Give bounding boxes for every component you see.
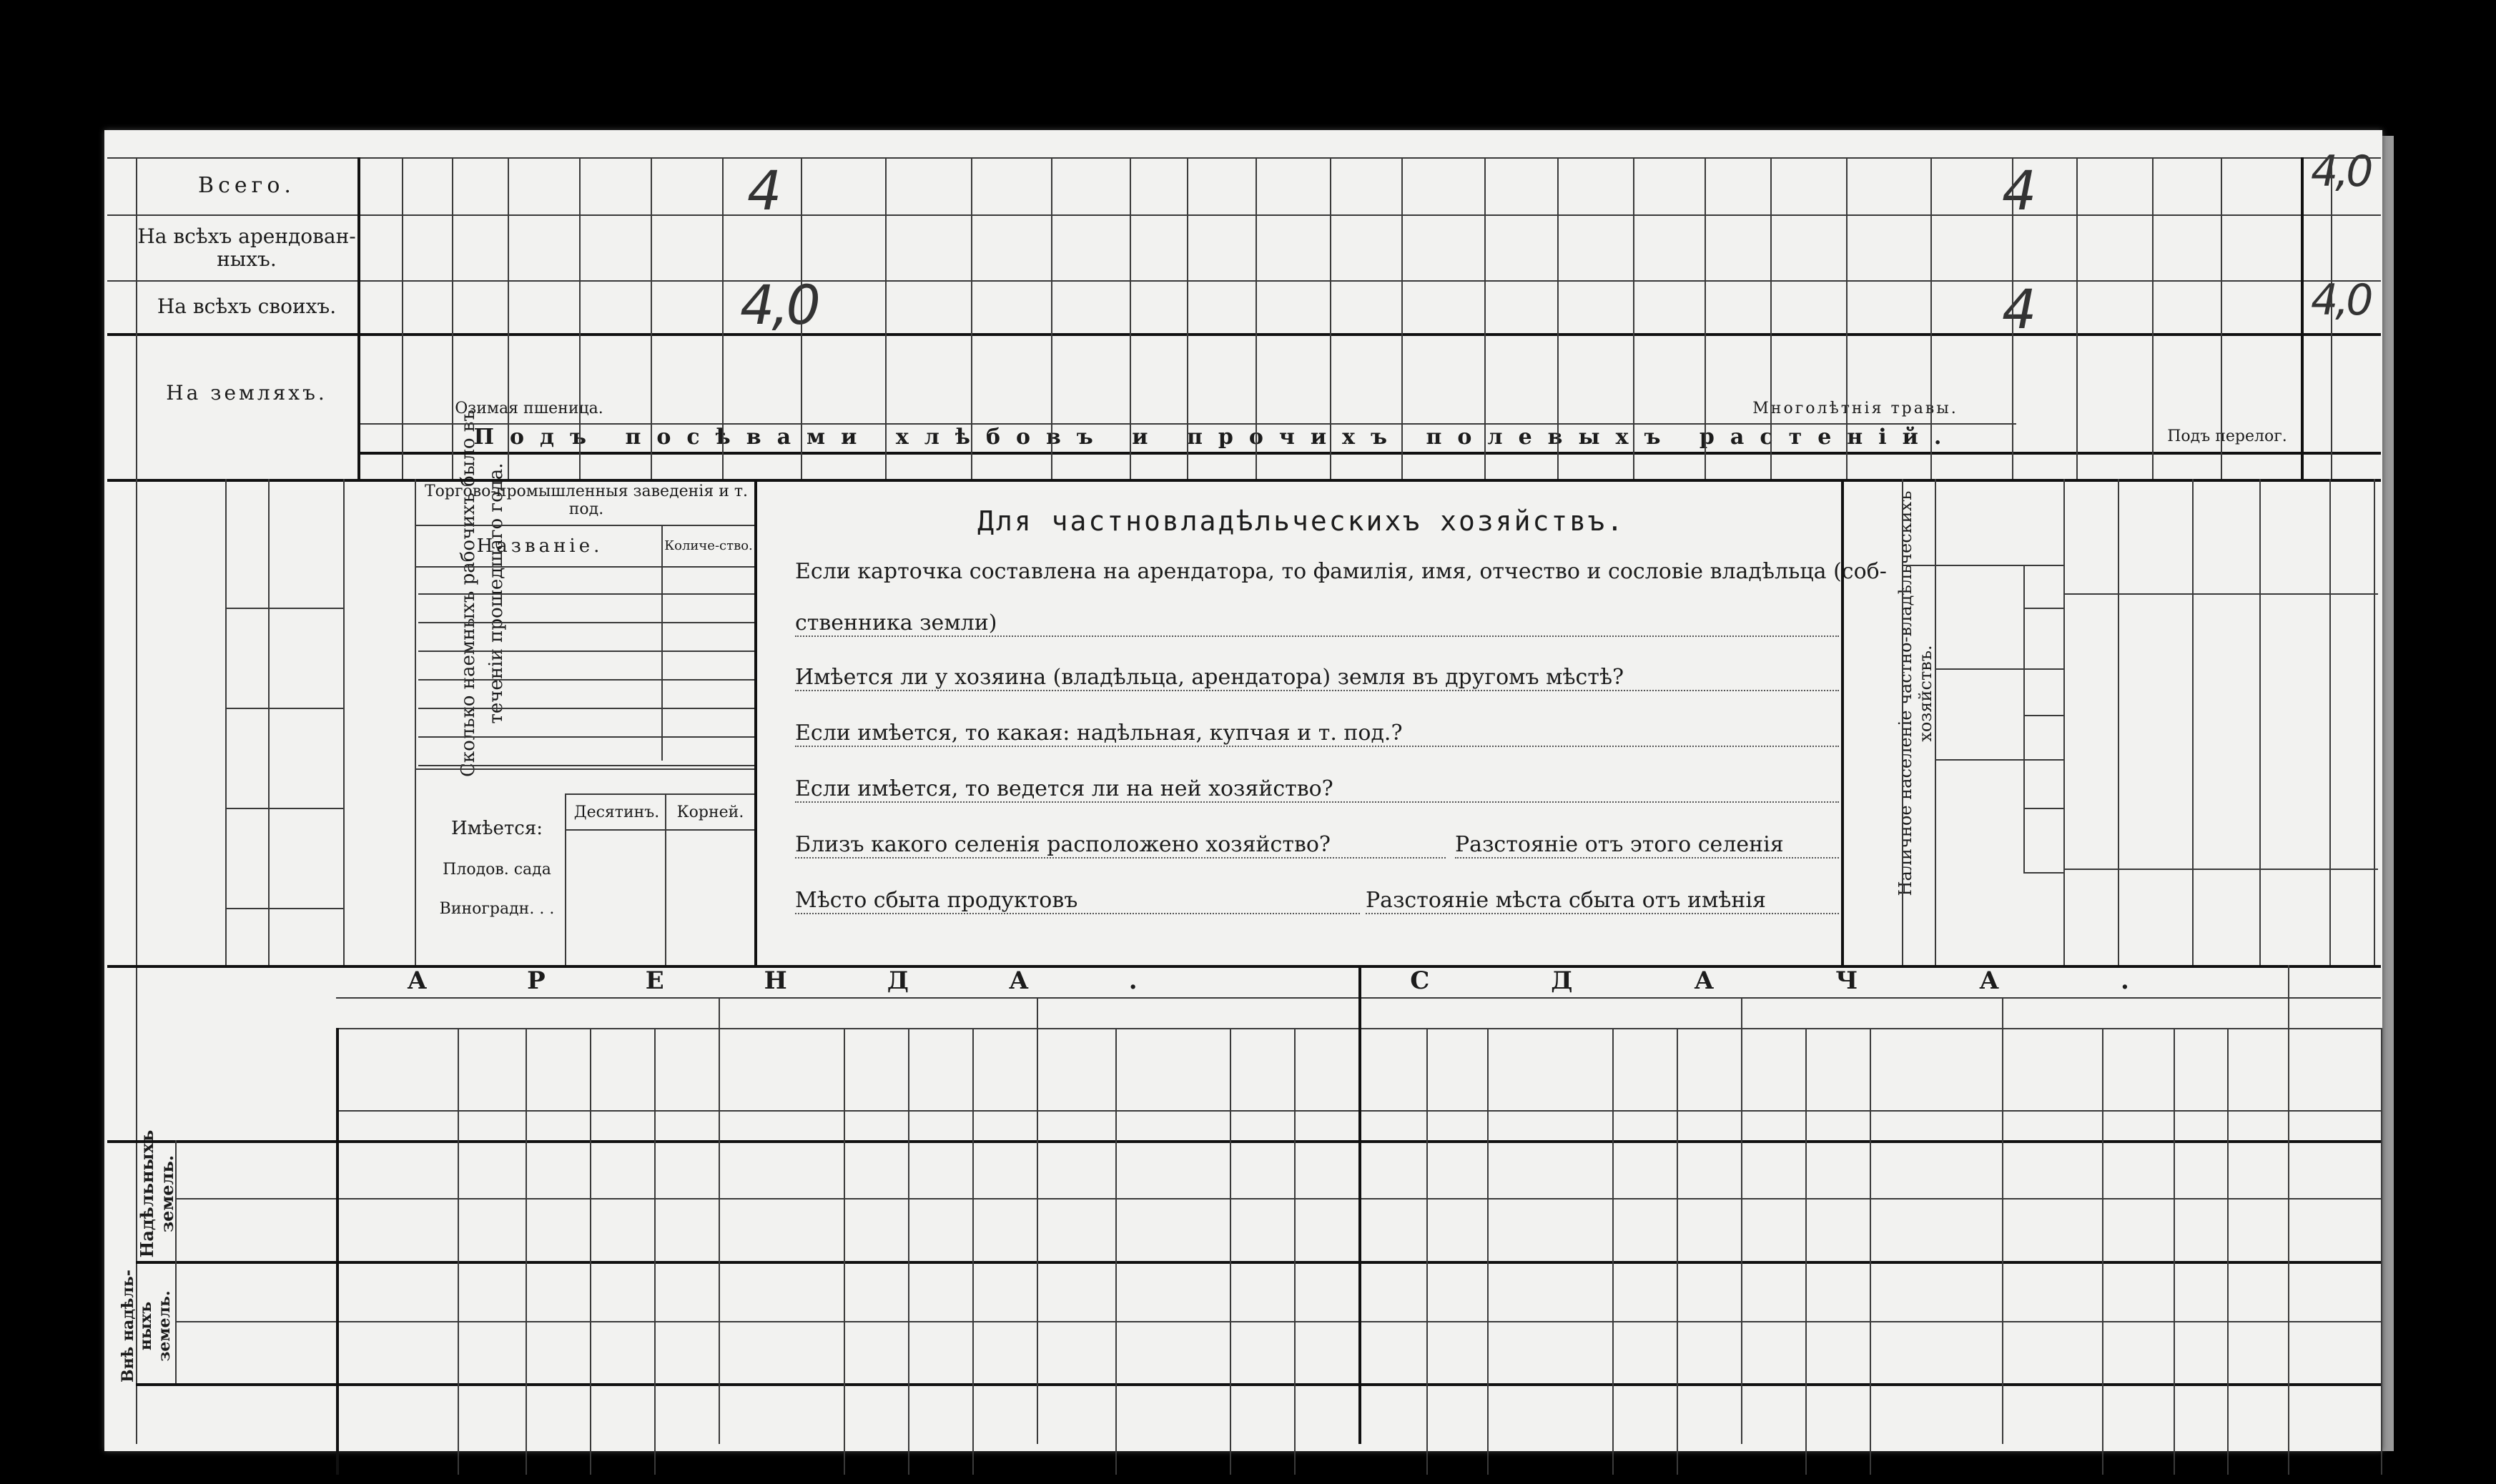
nadel-group-label: Надѣльныхъ земель. [137,1129,177,1258]
grid-vline [579,157,581,479]
grid-vline [844,1028,845,1475]
lease-row-label-2 [175,1261,332,1321]
crop-col-number [1633,452,1705,478]
sdacha-pashni [1358,997,1741,1026]
grid-vline [565,793,566,965]
grid-hline [1935,759,2063,761]
grid-hline [415,768,754,770]
lease-head-u_kogo [1037,1029,1115,1101]
lease-col-number [1487,1112,1612,1139]
lease-head-srok [526,1029,590,1101]
cat-header-bottom-2 [2192,869,2259,961]
lease-col-number [2227,1112,2288,1139]
grid-hline [418,593,754,595]
grid-vline [971,157,972,479]
grid-vline [175,1140,177,1383]
crop-header-89 [1187,336,1256,425]
desyatin-col: Десятинъ. [573,803,660,822]
grid-vline [2063,479,2065,965]
lease-col-number [1426,1112,1487,1139]
crop-header-98 [1846,350,1930,411]
men-label [1952,761,1980,876]
grid-vline [908,1028,909,1475]
grid-vline [2259,479,2261,965]
grid-vline [801,157,802,479]
grid-vline [2329,479,2331,965]
pop-col-number [2036,555,2064,605]
crop-header-92 [1401,336,1484,425]
crop-header-95 [1633,350,1705,411]
grid-vline [357,157,360,479]
crop-col-number [1051,452,1130,478]
lease-col-number [2102,1112,2174,1139]
population-label: Наличное населеніе частно-владѣльческихъ хозяйствъ. [1895,490,1935,896]
crop-header-94 [1557,336,1633,425]
grid-vline [972,1028,974,1475]
crop-header-102 [2152,336,2221,425]
grid-vline [1358,965,1361,1444]
lease-head-komu [2102,1029,2174,1101]
lease-col-number [1294,1112,1358,1139]
grid-vline [665,793,666,965]
question-village-distance: Разстояніе отъ этого селенія [1455,832,1839,859]
grid-vline [1741,997,1742,1444]
cat-header-bottom-4 [2329,869,2374,961]
grid-vline [2002,997,2003,1444]
grid-vline [1612,1028,1614,1475]
lease-head-za_dengi [2002,1029,2102,1101]
lease-row-label-3 [175,1321,332,1383]
grid-vline [1870,1028,1871,1475]
crop-header-83 [722,336,801,425]
crop-col-number [1130,452,1187,478]
grid-hline [415,525,754,526]
crop-col-number [1401,452,1484,478]
lease-head-u_kogo [336,1029,458,1101]
grid-vline [719,997,720,1444]
crop-header-81 [579,336,651,425]
women-label [1952,625,1980,740]
grid-vline [336,1028,339,1475]
cat-header-top-0 [2063,500,2118,586]
lease-col-number [526,1112,590,1139]
grid-vline [1705,157,1706,479]
grid-hline [2023,872,2063,874]
lease-head-za_dengi [2288,1029,2381,1101]
worker-col-number [229,736,257,779]
lease-col-number [590,1112,654,1139]
grid-vline [1037,997,1038,1444]
private-title: Для частновладѣльческихъ хозяйствъ. [977,505,1625,538]
lease-head-kolvo [844,1029,908,1101]
crop-header-90 [1256,336,1330,425]
cat-header-top-2 [2192,500,2259,586]
grid-vline [2301,157,2304,479]
grid-vline [2102,1028,2103,1475]
lease-row-label-1 [175,1198,332,1261]
crop-col-number [1846,452,1930,478]
crop-header-103 [2221,336,2301,425]
grid-hline [1902,565,2063,566]
lease-head-pod_posev [590,1029,654,1101]
lease-col-number [2288,1112,2381,1139]
lease-head-kolvo [1805,1029,1870,1101]
lease-col-number [2002,1112,2102,1139]
has-label: Имѣется: [450,818,543,840]
lease-col-number [844,1112,908,1139]
row-label-lands: На земляхъ. [166,380,327,405]
crop-col-number [1187,452,1256,478]
row-label-own: На всѣхъ своихъ. [157,294,337,318]
trade-name-col: Названіе. [476,535,603,558]
arenda-pokos [719,997,1037,1026]
worker-col-number [229,636,257,679]
grid-vline [754,479,757,965]
grid-vline [1487,1028,1489,1475]
grid-hline [415,566,754,568]
crop-col-number [2076,452,2152,478]
worker-col-number [229,836,257,879]
lease-col-number [1741,1112,1805,1139]
grid-vline [1770,157,1772,479]
handwritten-total-103: 4,0 [2311,147,2371,197]
orchard-label: Плодов. сада [443,861,551,879]
question-market-distance: Разстояніе мѣста сбыта отъ имѣнія [1366,888,1839,914]
grid-vline [1930,157,1932,479]
lease-col-number [1115,1112,1230,1139]
row-label-rented: На всѣхъ арендован-ныхъ. [137,224,356,271]
sown-banner: Подъ посѣвами хлѣбовъ и прочихъ полевыхъ растеній. [473,424,1958,450]
crop-col-number [2221,452,2301,478]
grid-vline [2174,1028,2175,1475]
question-farming: Если имѣется, то ведется ли на ней хозяйство? [795,776,1839,803]
crop-header-96 [1705,350,1770,411]
page-edge [2382,136,2394,1451]
handwritten-total-82: 4 [747,159,779,222]
grid-vline [2381,1028,2382,1475]
lease-row-label-0 [175,1142,332,1198]
grid-vline [1677,1028,1678,1475]
pop-col-number [2036,613,2064,663]
crop-header-78 [402,342,452,395]
grid-vline [1256,157,1257,479]
grid-hline [107,965,2381,968]
question-owner-cont: ственника земли) [795,610,1839,637]
lease-head-za_dengi [1294,1029,1358,1101]
grid-vline [654,1028,656,1475]
worker-header-133 [281,818,324,897]
grid-vline [1051,157,1052,479]
lease-head-srok [1487,1029,1612,1101]
lease-head-u_kogo [719,1029,844,1101]
grid-vline [2152,157,2154,479]
grid-vline [526,1028,527,1475]
crop-col-number [508,452,579,478]
handwritten-own-82: 4,0 [740,273,818,337]
grid-hline [225,708,343,709]
lease-col-number [1677,1112,1741,1139]
grid-vline [1401,157,1403,479]
crop-col-number [885,452,971,478]
grid-hline [107,157,2381,159]
question-other-land: Имѣется ли у хозяина (владѣльца, арендатора) земля въ другомъ мѣстѣ? [795,665,1839,691]
lease-head-srok [1870,1029,2002,1101]
lease-col-number [1805,1112,1870,1139]
lease-col-number [719,1112,844,1139]
grid-hline [136,1383,2381,1386]
grid-hline [418,622,754,623]
crop-col-number [1557,452,1633,478]
lease-head-kolvo [2174,1029,2227,1101]
arenda-pashni [336,997,719,1026]
question-village: Близъ какого селенія расположено хозяйство? [795,832,1446,859]
grid-vline [452,157,453,479]
crop-header-93 [1484,336,1557,425]
grid-vline [661,525,663,761]
cat-header-bottom-3 [2259,869,2329,961]
crop-col-number [722,452,801,478]
grid-hline [225,908,343,909]
pop-col-number [2036,689,2064,739]
crop-header-91 [1330,336,1401,425]
vne-group-label: Внѣ надѣль-ныхъ земель. [119,1270,174,1382]
worker-header-131 [281,618,324,697]
cat-header-bottom-0 [2063,869,2118,961]
lease-head-za_dengi [654,1029,719,1101]
lease-col-number [458,1112,526,1139]
crop-header-87 [1051,336,1130,425]
crop-col-number [1770,452,1846,478]
crop-col-number [357,452,402,478]
winter-wheat-label: Озимая пшеница. [455,400,603,418]
lease-head-kolvo [1426,1029,1487,1101]
lease-col-number [1870,1112,2002,1139]
grid-vline [2012,157,2013,479]
grid-vline [885,157,887,479]
lease-row-label-4 [136,1383,332,1444]
grid-vline [2023,565,2025,872]
cat-header-top-4 [2329,500,2374,586]
crop-header-99 [1930,336,2012,425]
lease-head-za_dengi [1677,1029,1741,1101]
crop-header-97 [1770,350,1846,411]
grid-hline [2023,715,2063,716]
crop-col-number [2012,452,2076,478]
cat-header-top-1 [2118,500,2192,586]
grid-vline [1294,1028,1296,1475]
lease-head-komu [1741,1029,1805,1101]
hired-workers-label: Сколько наемныхъ рабочихъ было въ теченіи прошедшаго года. [458,410,507,777]
crop-header-88 [1130,336,1187,425]
question-land-type: Если имѣется, то какая: надѣльная, купчая и т. под.? [795,721,1839,747]
worker-col-number [229,915,257,958]
grid-hline [565,829,754,831]
grid-hline [418,679,754,681]
grid-vline [1841,479,1844,965]
grid-hline [107,214,2381,216]
crop-header-85 [885,336,971,425]
crop-col-number [1256,452,1330,478]
crop-header-100 [2012,336,2076,425]
grid-vline [1633,157,1634,479]
lease-col-number [1358,1112,1426,1139]
grid-vline [1426,1028,1428,1475]
grid-hline [107,1140,2381,1143]
pop-col-number [2036,490,2064,540]
crop-header-101 [2076,336,2152,425]
grid-vline [402,157,403,479]
fallow-label: Подъ перелог. [2167,427,2287,446]
handwritten-total-99: 4 [2002,159,2034,222]
grid-hline [1935,668,2063,670]
grid-hline [418,765,754,766]
grid-vline [722,157,724,479]
crop-header-84 [801,336,885,425]
worker-col-number [229,522,257,565]
grid-vline [1115,1028,1117,1475]
vineyard-label: Виноградн. . . [439,900,555,919]
grid-vline [1130,157,1131,479]
grid-vline [1230,1028,1231,1475]
grid-hline [2023,808,2063,809]
crop-col-number [1330,452,1401,478]
grid-hline [418,736,754,738]
grid-vline [651,157,652,479]
crop-col-number [651,452,722,478]
lease-head-srok [1230,1029,1294,1101]
grid-hline [107,333,2381,336]
grid-hline [225,808,343,809]
roots-col: Корней. [676,803,744,822]
crop-col-number [579,452,651,478]
lease-head-srok [2227,1029,2288,1101]
lease-head-kolvo [1115,1029,1230,1101]
sdacha-pokos [1741,997,2002,1026]
crop-col-number [971,452,1051,478]
grid-vline [225,479,227,965]
lease-col-number [2174,1112,2227,1139]
lease-head-pod_posev [1612,1029,1677,1101]
lease-head-komu [1358,1029,1426,1101]
lease-col-number [1612,1112,1677,1139]
trade-qty-col: Количе-ство. [664,538,753,553]
crop-col-number [1705,452,1770,478]
grid-hline [107,479,2381,482]
pop-col-number [2036,791,2064,841]
grid-vline [2227,1028,2229,1475]
grid-hline [175,1198,2381,1199]
grid-hline [418,651,754,652]
grid-hline [418,708,754,709]
grid-vline [2331,157,2332,479]
arenda-banner: АРЕНДА. [407,966,1238,996]
grid-hline [225,608,343,609]
grid-vline [1902,479,1903,965]
handwritten-own-103: 4,0 [2311,275,2371,325]
lease-head-srok [908,1029,972,1101]
grid-vline [1484,157,1486,479]
crop-header-82 [651,336,722,425]
grid-hline [2063,593,2378,595]
lease-col-number [336,1112,458,1139]
crop-col-number [2152,452,2221,478]
grid-vline [268,479,270,965]
cat-header-top-3 [2259,500,2329,586]
crop-col-number [402,452,452,478]
question-market: Мѣсто сбыта продуктовъ [795,888,1360,914]
grid-hline [2023,608,2063,609]
grid-vline [415,479,416,965]
lease-col-number [1037,1112,1115,1139]
grid-vline [1330,157,1331,479]
handwritten-own-99: 4 [2002,277,2034,341]
grid-vline [1935,479,1936,965]
crop-col-number [1484,452,1557,478]
sdacha-banner: СДАЧА. [1410,966,2251,996]
perennial-label: Многолѣтнія травы. [1752,400,1958,418]
grid-hline [175,1321,2381,1322]
lease-col-number [654,1112,719,1139]
lease-head-za_dengi [972,1029,1037,1101]
trade-title: Торгово-промышленныя заведенія и т. под. [424,482,749,518]
worker-header-132 [281,718,324,797]
grid-hline [2063,869,2378,870]
cat-header-bottom-1 [2118,869,2192,961]
crop-header-86 [971,336,1051,425]
grid-vline [508,157,509,479]
grid-vline [136,157,137,1444]
grid-vline [2192,479,2194,965]
grid-vline [2221,157,2222,479]
crop-header-79 [452,342,508,395]
grid-vline [1187,157,1188,479]
lease-head-kolvo [458,1029,526,1101]
crop-col-number [801,452,885,478]
grid-vline [2288,965,2289,1444]
grid-hline [136,1261,2381,1264]
grid-vline [343,479,345,965]
grid-vline [590,1028,591,1475]
grid-vline [458,1028,459,1475]
crop-header-80 [508,336,579,425]
lease-col-number [972,1112,1037,1139]
lease-col-number [908,1112,972,1139]
question-owner: Если карточка составлена на арендатора, то фамилія, имя, отчество и сословіе владѣльца (соб- [795,559,1887,584]
grid-vline [1846,157,1848,479]
grid-hline [565,793,754,795]
grid-vline [2374,479,2375,965]
grid-vline [1805,1028,1807,1475]
lease-col-number [1230,1112,1294,1139]
row-label-total: Всего. [198,172,295,198]
grid-vline [1557,157,1559,479]
crop-col-number [1930,452,2012,478]
grid-vline [2076,157,2078,479]
crop-header-77 [357,336,402,425]
worker-header-130 [281,504,324,583]
grid-hline [107,280,2381,282]
grid-vline [2118,479,2119,965]
